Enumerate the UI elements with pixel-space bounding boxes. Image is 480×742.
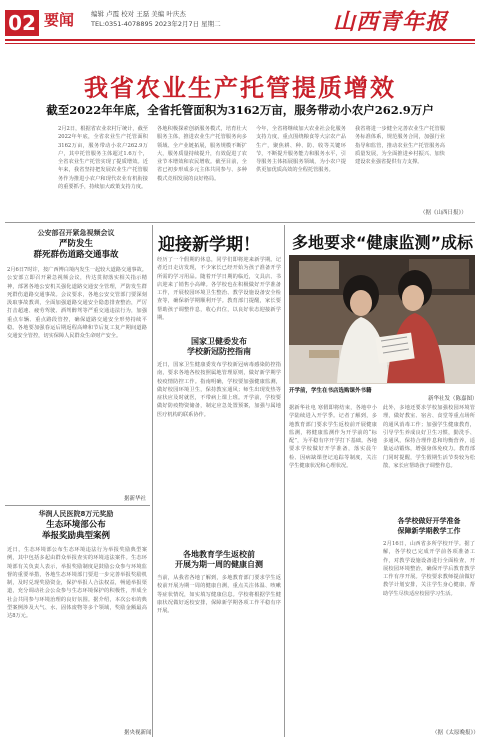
section-name: 要闻 bbox=[44, 11, 75, 29]
right-byline: （据《太原晚报》） bbox=[432, 730, 479, 736]
photo-caption-text: 开学前，学生在书店选购课外书籍 bbox=[289, 388, 372, 394]
sidebar-body: 2月6日7时许，按广西博白境内发生一起较大道路交通事故。公安部立即召开紧急视频会议，传达贯彻落实相关指示精神，部署各地公安机关强化道路交通安全管理，严防发生群死群伤道路交通事故。会议要求，各地公安交管部门要深刻汲取事故教训，全面加强道路交通安全隐患排查整治，严厉打击超速、疲劳驾驶、酒驾醉驾等严重交通违法行为，加强重点车辆、重点路段管控，确保道路交通安全形势持续平稳。各地要加强春运后期返程高峰和节后复工复产期间道路交通安全管控，切实保障人民群众生命财产安全。 bbox=[7, 267, 147, 340]
lead-paragraph: 2月2日，根据省农业农村厅统计，截至2022年年底，全省农业生产托管面积3162万亩，服务带动小农户262.9万户，其中托管服务主体超过1.6万个，全省农业生产托管实现了提质增效。近年来，我省坚持把发展农业生产托管服务作为推进小农户和现代农业有机衔接的重要抓手，持续加大政策支持力度。 bbox=[58, 126, 148, 191]
sidebar-title: 严防发生 群死群伤道路交通事故 bbox=[33, 239, 119, 260]
sidebar-divider bbox=[5, 505, 150, 506]
sidebar-kicker: 公安部召开紧急视频会议 bbox=[37, 229, 115, 237]
middle-body: 近日，国家卫生健康委发布学校新冠病毒感染防控指南，要求各地各校按照属地管理原则，做好新学期学校疫情防控工作。指南明确，学校要加强健康监测，做好校园环境卫生，保持教室通风；师生出现发热等症状应及时就医，不带病上课上班。开学前，学校要做好防疫物资储备，制定应急处置预案，加强与属地医疗机构的联系协作。 bbox=[157, 362, 281, 418]
main-subheadline: 截至2022年年底，全省托管面积为3162万亩，服务带动小农户262.9万户 bbox=[46, 103, 434, 117]
right-body: 2月16日，山西省多所学校开学。据了解，各学校已完成开学前各项准备工作，对教学设施设备进行全面检查，开展校园环境整治，确保开学后教育教学工作有序开展。学校要求教师提前做好教学计划安排，关注学生身心健康，帮助学生尽快适应校园学习生活。 bbox=[383, 541, 475, 597]
photo-image bbox=[289, 255, 475, 384]
masthead bbox=[0, 0, 480, 42]
lead-paragraph: 今年，全省将继续加大农业社会化服务支持力度，重点围绕粮食等大宗农产品生产，聚焦耕、种、防、收等关键环节，不断提升服务能力和服务水平，引导服务主体拓展服务领域，为小农户提供更加优质高效的全程托管服务。 bbox=[256, 126, 346, 174]
main-headline: 我省农业生产托管提质增效 bbox=[84, 73, 396, 102]
masthead-rule-thin bbox=[5, 43, 475, 44]
middle-subhead: 国家卫健委发布 学校新冠防控指南 bbox=[187, 337, 251, 356]
middle-body: 当前，从我省各地了解到，多地教育部门要求学生返校前开展为期一周的健康自测，重点关注体温、咳嗽等症状情况，如实填写健康信息。学校将根据学生健康状况做好返校安排，保障新学期各项工作平稳有序开展。 bbox=[157, 575, 281, 615]
right-body: 此外，多地还要求学校加强校园环境管理，做好教室、宿舍、食堂等重点场所的通风消毒工作；加强学生健康教育，引导学生养成良好卫生习惯，勤洗手、多通风，保持合理作息和均衡营养，适量运动锻炼，增强身体免疫力。教育部门同时提醒，学生假期生活节奏较为松散，家长应帮助孩子调整作息。 bbox=[383, 405, 475, 470]
sidebar-title: 生态环境部公布 举报奖励典型案例 bbox=[41, 520, 110, 541]
right-body: 据新华社电 寒假即将结束，各地中小学陆续进入开学季。记者了解到，多地教育部门要求学生返校前开展健康监测，将健康监测作为开学前的“标配”，为平稳有序开学打下基础。各地要求学校做好开学准备，落实晨午检、因病缺课登记追踪等制度，关注学生健康状况和心理状况。 bbox=[289, 405, 377, 470]
sidebar-byline: 据央视新闻 bbox=[124, 730, 152, 736]
sidebar-byline: 据新华社 bbox=[124, 496, 147, 502]
newspaper-logo: 山西青年报 bbox=[332, 9, 448, 35]
contact-date-line: TEL:0351-4078895 2023年2月7日 星期二 bbox=[91, 20, 221, 28]
lead-byline: （据《山西日报》） bbox=[420, 210, 467, 216]
photo-credit: 新华社发（陈嘉图） bbox=[428, 396, 478, 402]
masthead-rule bbox=[5, 39, 475, 41]
column-divider bbox=[284, 225, 285, 737]
column-divider bbox=[152, 225, 153, 737]
right-title: 多地要求“健康监测”成标 bbox=[292, 233, 474, 252]
middle-body: 经历了一个假期的休息，同学们即将迎来新学期。记者近日走访发现，不少家长已经开始为孩子准备开学所需的学习用品。随着开学日期的临近，文具店、书店迎来了销售小高峰。各学校也在积极做好开学准备工作，开展校园环境卫生整治、教学设施设备安全检查等，确保新学期顺利开学。教育部门提醒，家长要帮助孩子调整作息，收心归位，以良好状态迎接新学期。 bbox=[157, 257, 281, 322]
lead-paragraph: 我省将进一步健全完善农业生产托管服务标准体系，规范服务合同，加强行业指导和监管，推动农业生产托管服务高质量发展，为全面推进乡村振兴、加快建设农业强省提供有力支撑。 bbox=[355, 126, 445, 166]
photo-caption bbox=[289, 386, 475, 394]
section-divider bbox=[5, 222, 475, 223]
page-number: 02 bbox=[5, 10, 39, 36]
sidebar-body: 近日，生态环境部公布生态环境违法行为举报奖励典型案例，其中包括多起由群众举报查实的环境违法案件。生态环境部有关负责人表示，举报奖励制度是鼓励公众参与环境监督的重要举措，各地生态环境部门要进一步完善举报奖励机制，及时兑现奖励资金，保护举报人合法权益，畅通举报渠道，充分调动社会公众参与生态环境保护的积极性，形成全社会共同参与环境治理的良好氛围。据介绍，本次公布的典型案例涉及大气、水、固体废物等多个领域，奖励金额最高达8万元。 bbox=[7, 547, 147, 620]
lead-paragraph: 各地积极探索创新服务模式，培育壮大服务主体，推进农业生产托管服务向多领域、全产业链拓展，服务规模不断扩大，服务质量持续提升，有效促进了农业节本增效和农民增收。截至目前，全省已初步形成多元主体共同参与、多种模式竞相发展的良好格局。 bbox=[157, 126, 247, 182]
right-subhead: 各学校做好开学准备 保障新学期教学工作 bbox=[397, 517, 461, 535]
sidebar-kicker: 华润人民医院8万元奖励 bbox=[38, 510, 114, 518]
middle-title: 迎接新学期！ bbox=[158, 235, 260, 255]
middle-subhead: 各地教育学生返校前 开展为期一周的健康自测 bbox=[175, 550, 263, 569]
students-reading-photo bbox=[289, 255, 475, 384]
editors-line: 编辑 卢霞 校对 王磊 美编 叶庆杰 bbox=[91, 10, 186, 18]
